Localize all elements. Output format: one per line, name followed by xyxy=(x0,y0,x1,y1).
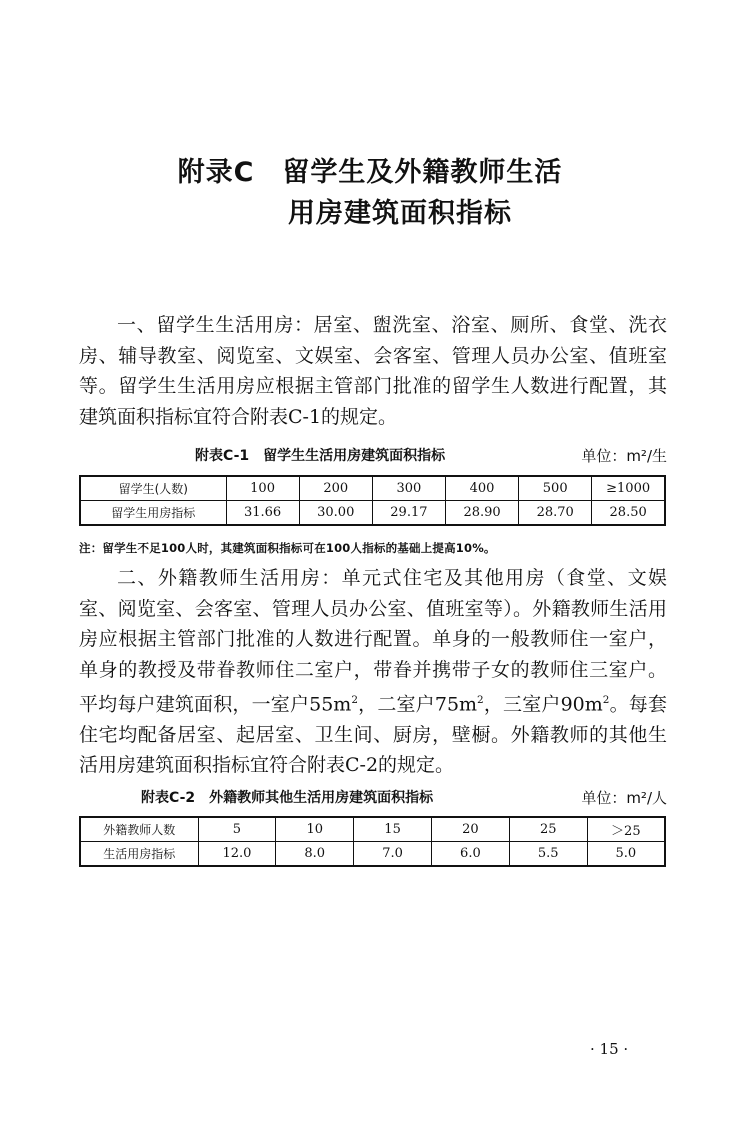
table-1-caption-title: 留学生生活用房建筑面积指标 xyxy=(263,448,446,464)
table-cell: 100 xyxy=(226,476,299,501)
table-cell: 10 xyxy=(276,817,354,842)
table-1-caption-main xyxy=(195,445,445,465)
page-number: · 15 · xyxy=(590,1040,629,1058)
table-2-unit: 单位：m²/人 xyxy=(581,789,667,807)
table-cell: 留学生用房指标 xyxy=(80,501,226,526)
section-2-text-a: 二、外籍教师生活用房：单元式住宅及其他用房（食堂、文娱室、阅览室、会客室、管理人员办公室、值班室等）。外籍教师生活用房应根据主管部门批准的人数进行配置。单身的一般教师住一室户，单身的教授及带眷教师住二室户，带眷并携带子女的教师住三室户。平均每户建筑面积，一室户55m xyxy=(79,567,667,716)
table-row xyxy=(80,501,665,526)
table-cell: ≥1000 xyxy=(592,476,665,501)
table-cell: 400 xyxy=(445,476,518,501)
section-2-paragraph xyxy=(79,563,667,781)
table-cell: 28.90 xyxy=(445,501,518,526)
table-2-caption-title: 外籍教师其他生活用房建筑面积指标 xyxy=(209,790,434,806)
table-cell: 生活用房指标 xyxy=(80,842,198,867)
table-cell: 12.0 xyxy=(198,842,276,867)
table-row xyxy=(80,842,665,867)
page-title-line-1: 附录C 留学生及外籍教师生活 xyxy=(177,157,563,188)
section-1-paragraph: 一、留学生生活用房：居室、盥洗室、浴室、厕所、食堂、洗衣房、辅导教室、阅览室、文娱室、会客室、管理人员办公室、值班室等。留学生生活用房应根据主管部门批准的留学生人数进行配置，其建筑面积指标宜符合附表C-1的规定。 xyxy=(79,314,667,428)
table-cell: ＞25 xyxy=(587,817,665,842)
superscript-2: 2 xyxy=(351,694,358,706)
table-cell: 5.0 xyxy=(587,842,665,867)
table-cell: 28.50 xyxy=(592,501,665,526)
superscript-2: 2 xyxy=(477,694,484,706)
table-cell: 200 xyxy=(299,476,372,501)
table-cell: 300 xyxy=(372,476,445,501)
table-cell: 500 xyxy=(519,476,592,501)
table-cell: 5 xyxy=(198,817,276,842)
table-cell: 25 xyxy=(509,817,587,842)
table-cell: 29.17 xyxy=(372,501,445,526)
table-row xyxy=(80,476,665,501)
table-cell: 28.70 xyxy=(519,501,592,526)
table-cell: 30.00 xyxy=(299,501,372,526)
table-1-caption-label: 附表C-1 xyxy=(195,448,250,464)
table-2-caption-label: 附表C-2 xyxy=(141,790,196,806)
table-cell: 外籍教师人数 xyxy=(80,817,198,842)
table-cell: 8.0 xyxy=(276,842,354,867)
table-cell: 7.0 xyxy=(354,842,432,867)
page-title-line-2: 用房建筑面积指标 xyxy=(288,198,512,229)
section-2-text-b: ，二室户75m xyxy=(357,693,478,716)
table-2-caption-main xyxy=(141,787,433,807)
table-1-unit: 单位：m²/生 xyxy=(581,447,667,465)
table-cell: 留学生(人数) xyxy=(80,476,226,501)
table-1 xyxy=(79,475,666,526)
superscript-2: 2 xyxy=(602,694,610,706)
section-2-text-c: ，三室户90m xyxy=(483,693,603,716)
table-2 xyxy=(79,816,666,867)
table-1-note: 注：留学生不足100人时，其建筑面积指标可在100人指标的基础上提高10%。 xyxy=(79,541,496,555)
table-cell: 15 xyxy=(354,817,432,842)
table-cell: 20 xyxy=(431,817,509,842)
table-cell: 5.5 xyxy=(509,842,587,867)
table-row xyxy=(80,817,665,842)
section-2-text-d: 。每套住宅均配备居室、起居室、卫生间、厨房，壁橱。外籍教师的其他生活用房建筑面积指标宜符合附表C-2的规定。 xyxy=(79,693,667,777)
table-cell: 31.66 xyxy=(226,501,299,526)
table-cell: 6.0 xyxy=(431,842,509,867)
